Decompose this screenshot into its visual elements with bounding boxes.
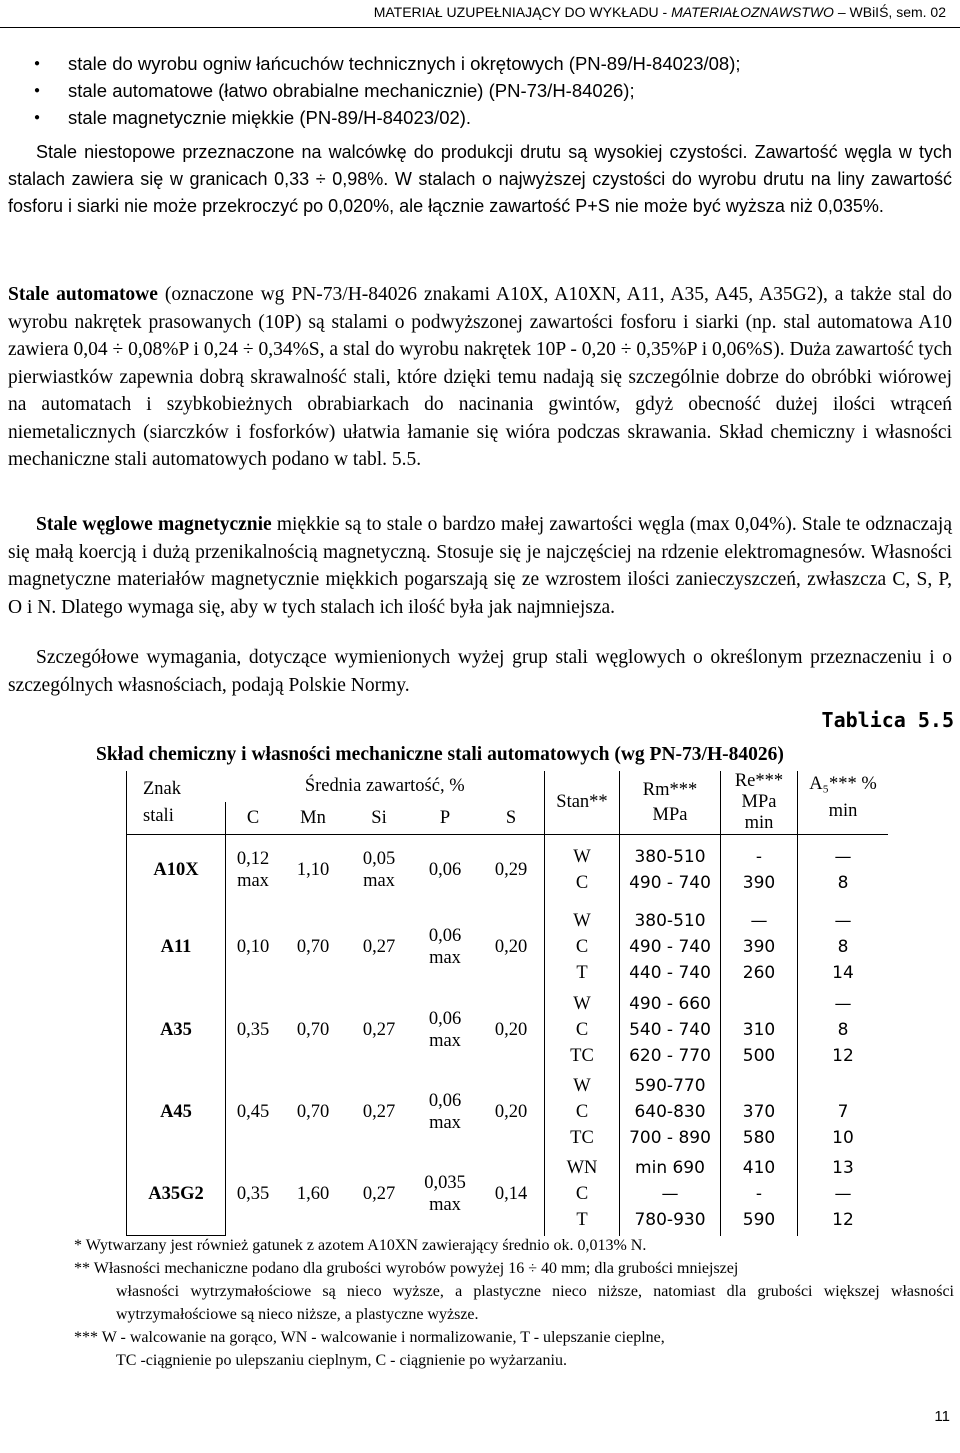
footnote-2-continuation: własności wytrzymałościowe są nieco wyższe, a plastyczne nieco niższe, natomiast dla grubości większej własności wytrzymałościowe są nieco niższe, a plastyczne wyższe. — [116, 1283, 954, 1323]
cell-si: 0,05 max — [346, 835, 412, 906]
term-magnetic-steels: Stale węglowe magnetycznie — [36, 514, 272, 535]
a5-value-3: 10 — [832, 1128, 854, 1148]
paragraph-magnetic-text: miękkie są to stale o bardzo małej zawartości węgla (max 0,04%). Stale te odznaczają się małą koercją i dużą przenikalnością magnetyczną. Stosuje się je najczęściej na rdzenie elektromagnesów. Własności magnetyczne materiałów magnetycznie miękkich pogarszają się ze wzrostem ilości zanieczyszczeń, zwłaszcza C, S, P, O i N. Dlatego wymaga się, aby w tych stalach ich ilość była jak najmniejsza. — [8, 514, 952, 618]
cell-rm — [620, 905, 721, 989]
cell-znak: A11 — [127, 905, 226, 989]
header-rm: Rm*** MPa — [620, 771, 721, 835]
header-znak: Znak stali — [127, 771, 226, 835]
cell-a5 — [798, 989, 889, 1071]
re-value-3: 580 — [742, 1128, 776, 1148]
cell-a5 — [798, 1071, 889, 1153]
rm-value-2: 540 - 740 — [629, 1020, 711, 1040]
stan-value-3: TC — [570, 1128, 594, 1148]
header-p: P — [439, 807, 451, 828]
cell-re — [721, 1071, 798, 1153]
rm-value-2: — — [661, 1184, 679, 1205]
rm-value-1: 380-510 — [634, 847, 706, 867]
cell-rm — [620, 1071, 721, 1153]
a5-value-1: — — [834, 911, 852, 931]
cell-stan — [545, 835, 620, 906]
cell-s: 0,29 — [478, 835, 545, 906]
stan-value-2: C — [575, 1184, 589, 1205]
table-row — [127, 1153, 889, 1236]
cell-re — [721, 835, 798, 906]
re-value-1: — — [750, 911, 768, 931]
cell-a5 — [798, 835, 889, 906]
bullet-item-1: ● stale do wyrobu ogniw łańcuchów technicznych i okrętowych (PN-89/H-84023/08); — [34, 50, 934, 77]
a5-value-2: 7 — [837, 1102, 849, 1122]
rm-value-1: min 690 — [635, 1158, 705, 1179]
cell-si: 0,27 — [362, 1102, 396, 1122]
re-value-2: 390 — [742, 937, 776, 957]
stan-value-1: W — [573, 994, 591, 1014]
re-value-1: - — [755, 847, 763, 867]
a5-value-2: 8 — [837, 1020, 849, 1040]
rm-value-2: 490 - 740 — [629, 873, 711, 893]
stan-value-1: WN — [566, 1158, 598, 1179]
cell-stan — [545, 905, 620, 989]
re-value-2: 310 — [742, 1020, 776, 1040]
a5-value-3: 14 — [832, 963, 854, 983]
cell-znak: A35G2 — [127, 1153, 226, 1236]
table-number: Tablica 5.5 — [821, 708, 954, 732]
footnotes — [74, 1234, 954, 1372]
cell-mn: 0,70 — [296, 1020, 330, 1040]
cell-stan — [545, 1153, 620, 1236]
re-value-1 — [723, 1073, 795, 1099]
re-value-3: 260 — [742, 963, 776, 983]
cell-stan — [545, 989, 620, 1071]
cell-p: 0,035 max — [424, 1173, 466, 1216]
cell-znak: A10X — [127, 835, 226, 906]
stan-value-1: W — [573, 911, 591, 931]
cell-a5 — [798, 1153, 889, 1236]
cell-s: 0,20 — [494, 1020, 528, 1040]
re-value-2: 370 — [742, 1102, 776, 1122]
cell-re — [721, 989, 798, 1071]
header-s: S — [505, 807, 517, 828]
header-subject: MATERIAŁOZNAWSTWO — [671, 4, 834, 20]
footnote-3-continuation: TC -ciągnienie po ulepszaniu cieplnym, C - ciągnienie po wyżarzaniu. — [116, 1352, 567, 1369]
cell-rm — [620, 835, 721, 906]
rm-value-3: 620 - 770 — [629, 1046, 711, 1066]
cell-mn: 0,70 — [296, 937, 330, 957]
re-value-1: 410 — [742, 1158, 776, 1179]
cell-rm — [620, 989, 721, 1071]
rm-value-1: 490 - 660 — [629, 994, 711, 1014]
rm-value-2: 640-830 — [634, 1102, 706, 1122]
cell-p: 0,06 max — [428, 1091, 462, 1133]
a5-value-1: — — [834, 847, 852, 867]
cell-c: 0,45 — [226, 1071, 281, 1153]
cell-si: 0,27 — [362, 1020, 396, 1040]
cell-c: 0,12 max — [226, 835, 281, 906]
table-row — [127, 989, 889, 1071]
cell-p: 0,06 max — [428, 1009, 462, 1051]
table-body — [127, 835, 889, 1236]
stan-value-3: TC — [570, 1046, 594, 1066]
stan-value-3: T — [576, 963, 588, 983]
a5-value-1: 13 — [832, 1158, 854, 1179]
cell-rm — [620, 1153, 721, 1236]
paragraph-automatic-text: (oznaczone wg PN-73/H-84026 znakami A10X, A10XN, A11, A35, A45, A35G2), a także stal do wyrobu nakrętek prasowanych (10P) są stalami o podwyższonej zawartości fosforu i siarki (np. stal automatowa A10 zawiera 0,04 ÷ 0,08%P i 0,24 ÷ 0,34%S, a stal do wyrobu nakrętek 10P - 0,20 ÷ 0,35%P i 0,06%S). Duża zawartość tych pierwiastków zapewnia dobrą skrawalność stali, które dzięki temu nadają się szczególnie dobrze do obróbki wiórowej na automatach i szybkobieżnych obrabiarkach do nacinania gwintów, gdyż obecność dużej ilości wtrąceń niemetalicznych (siarczków i fosforków) ułatwia łamanie się wióra podczas skrawania. Skład chemiczny i własności mechaniczne stali automatowych podano w tabl. 5.5. — [8, 284, 952, 470]
footnote-2-line-1: ** Własności mechaniczne podano dla grubości wyrobów powyżej 16 ÷ 40 mm; dla grubości mniejszej — [74, 1260, 739, 1277]
bullet-item-2: ● stale automatowe (łatwo obrabialne mechanicznie) (PN-73/H-84026); — [34, 77, 934, 104]
bullet-item-3: ● stale magnetycznie miękkie (PN-89/H-84023/02). — [34, 104, 934, 131]
paragraph-wire-steels: Stale niestopowe przeznaczone na walcówkę do produkcji drutu są wysokiej czystości. Zawartość węgla w tych stalach zawiera się w granicach 0,33 ÷ 0,98%. W stalach o najwyższej czystości do wyrobu drutu na liny zawartość fosforu i siarki nie może przekroczyć po 0,020%, ale łącznie zawartość P+S nie może być wyższa niż 0,035%. — [8, 142, 952, 216]
paragraph-standards: Szczegółowe wymagania, dotyczące wymienionych wyżej grup stali węglowych o określonym przeznaczeniu i o szczególnych własnościach, podają Polskie Normy. — [8, 647, 952, 696]
header-re: Re*** MPa min — [721, 771, 798, 835]
stan-value-2: C — [575, 1102, 589, 1122]
cell-mn: 0,70 — [296, 1102, 330, 1122]
re-value-2: - — [755, 1184, 763, 1205]
page-number: 11 — [934, 1408, 950, 1425]
cell-znak: A45 — [127, 1071, 226, 1153]
table-caption: Skład chemiczny i własności mechaniczne stali automatowych (wg PN-73/H-84026) — [96, 744, 784, 765]
header-mn: Mn — [300, 807, 326, 828]
cell-s: 0,20 — [494, 1102, 528, 1122]
table-row — [127, 1071, 889, 1153]
a5-value-2: 8 — [837, 873, 849, 893]
table-row — [127, 835, 889, 906]
header-stan: Stan** — [545, 771, 620, 835]
rm-value-1: 590-770 — [634, 1076, 706, 1096]
cell-c: 0,35 — [226, 989, 281, 1071]
composition-table — [126, 771, 888, 1236]
header-si: Si — [371, 807, 387, 828]
cell-p: 0,06 — [412, 835, 478, 906]
re-value-3: 500 — [742, 1046, 776, 1066]
table-row — [127, 905, 889, 989]
a5-value-1 — [800, 1073, 886, 1099]
cell-s: 0,20 — [494, 937, 528, 957]
cell-mn: 1,60 — [296, 1184, 330, 1205]
cell-re — [721, 905, 798, 989]
cell-p: 0,06 max — [428, 926, 462, 968]
re-value-2: 390 — [742, 873, 776, 893]
a5-value-3: 12 — [832, 1046, 854, 1066]
re-value-3: 590 — [742, 1210, 776, 1231]
cell-si: 0,27 — [362, 937, 396, 957]
cell-c: 0,35 — [226, 1153, 281, 1236]
rm-value-1: 380-510 — [634, 911, 706, 931]
stan-value-3: T — [576, 1210, 588, 1231]
re-value-1 — [723, 991, 795, 1017]
cell-c: 0,10 — [226, 905, 281, 989]
a5-value-2: — — [834, 1184, 852, 1205]
cell-s: 0,14 — [494, 1184, 528, 1205]
bullet-list — [34, 50, 934, 131]
stan-value-2: C — [575, 937, 589, 957]
cell-stan — [545, 1071, 620, 1153]
header-prefix: MATERIAŁ UZUPEŁNIAJĄCY DO WYKŁADU - — [373, 4, 672, 20]
cell-re — [721, 1153, 798, 1236]
paragraph-automatic-steels — [8, 281, 952, 474]
header-a5: A₅*** % min — [798, 771, 889, 835]
rm-value-3: 780-930 — [634, 1210, 706, 1231]
cell-a5 — [798, 905, 889, 989]
rm-value-2: 490 - 740 — [629, 937, 711, 957]
a5-value-2: 8 — [837, 937, 849, 957]
term-automatic-steels: Stale automatowe — [8, 284, 158, 305]
cell-si: 0,27 — [362, 1184, 396, 1205]
paragraph-magnetic-steels — [8, 511, 952, 621]
cell-znak: A35 — [127, 989, 226, 1071]
stan-value-1: W — [573, 1076, 591, 1096]
footnote-3-line-1: *** W - walcowanie na gorąco, WN - walcowanie i normalizowanie, T - ulepszanie cieplne, — [74, 1329, 665, 1346]
page-header — [0, 0, 960, 28]
cell-mn: 1,10 — [280, 835, 346, 906]
footnote-1: * Wytwarzany jest również gatunek z azotem A10XN zawierający średnio ok. 0,013% N. — [74, 1237, 647, 1254]
stan-value-2: C — [575, 873, 589, 893]
stan-value-1: W — [573, 847, 591, 867]
header-c: C — [226, 802, 281, 834]
stan-value-2: C — [575, 1020, 589, 1040]
header-srednia: Średnia zawartość, % — [304, 776, 465, 797]
table-header-row-1 — [127, 771, 889, 802]
header-suffix: – WBiIŚ, sem. 02 — [833, 4, 946, 20]
rm-value-3: 700 - 890 — [629, 1128, 711, 1148]
a5-value-1: — — [834, 994, 852, 1014]
a5-value-3: 12 — [832, 1210, 854, 1231]
rm-value-3: 440 - 740 — [629, 963, 711, 983]
